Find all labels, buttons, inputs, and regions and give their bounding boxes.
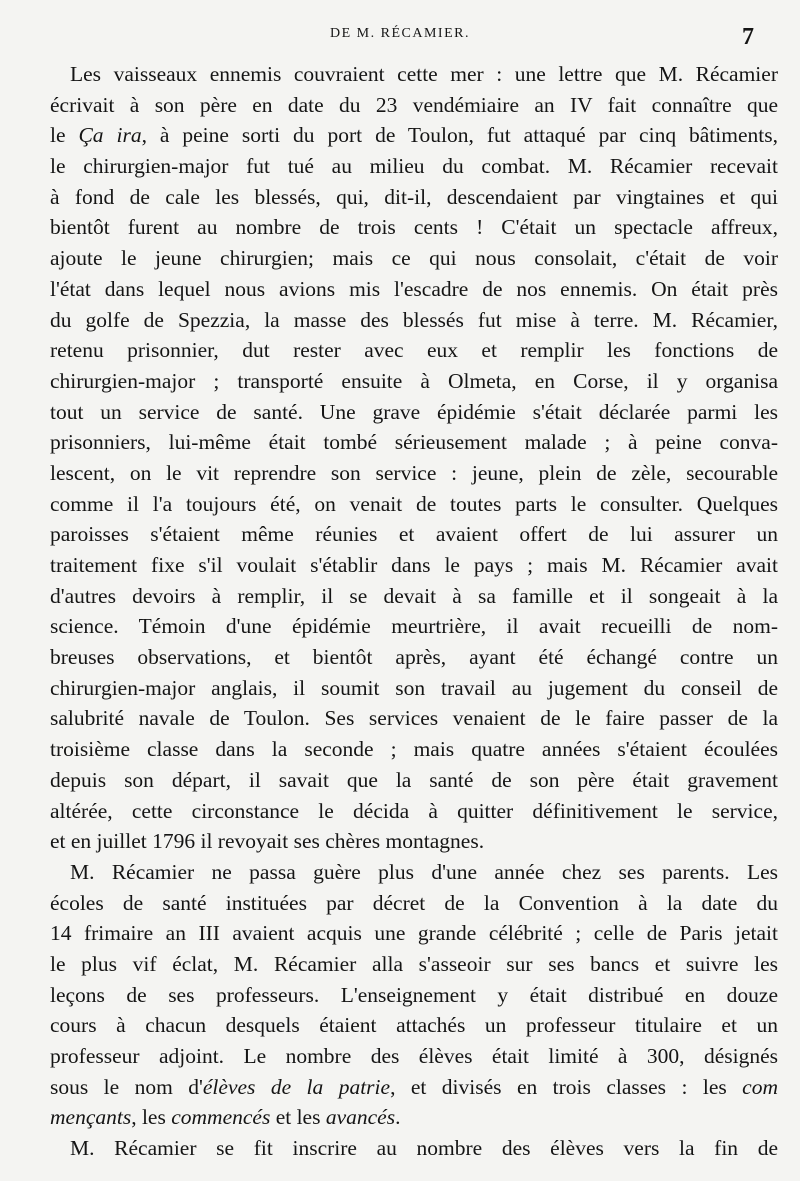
text-line: 14 frimaire an III avaient acquis une grande célébrité ; celle de Paris jetait [50, 921, 778, 946]
text-line: chirurgien-major anglais, il soumit son travail au jugement du conseil de [50, 675, 778, 700]
text-line: altérée, cette circonstance le décida à quitter définitivement le service, [50, 798, 778, 823]
italic-segment: Ça ira [78, 123, 142, 148]
text-line: écrivait à son père en date du 23 vendémiaire an IV fait connaître que [50, 92, 778, 117]
italic-segment: com [742, 1074, 778, 1099]
text-segment: et les [270, 1105, 326, 1130]
text-line [50, 1102, 778, 1133]
text-line: et en juillet 1796 il revoyait ses chères montagnes. [50, 829, 485, 854]
text-line: paroisses s'étaient même réunies et avaient offert de lui assurer un [50, 522, 778, 547]
text-line: l'état dans lequel nous avions mis l'escadre de nos ennemis. On était près [50, 276, 778, 301]
text-segment: , et divisés en trois classes : les [390, 1074, 743, 1099]
text-line: cours à chacun desquels étaient attachés un professeur titulaire et un [50, 1013, 778, 1038]
page-number: 7 [742, 24, 754, 50]
text-line: depuis son départ, il savait que la santé de son père était gravement [50, 767, 778, 792]
paragraph [50, 1133, 778, 1164]
text-line: professeur adjoint. Le nombre des élèves était limité à 300, désignés [50, 1044, 778, 1068]
text-line: à fond de cale les blessés, qui, dit-il, descendaient par vingtaines et qui [50, 184, 778, 209]
text-line: M. Récamier se fit inscrire au nombre des élèves vers la fin de [70, 1136, 778, 1161]
italic-segment: mençants [50, 1105, 132, 1130]
text-line: chirurgien-major ; transporté ensuite à Olmeta, en Corse, il y organisa [50, 368, 778, 393]
text-line: prisonniers, lui-même était tombé sérieusement malade ; à peine conva- [50, 430, 778, 455]
text-line: bientôt furent au nombre de trois cents ! C'était un spectacle affreux, [50, 215, 778, 240]
text-line: salubrité navale de Toulon. Ses services venaient de le faire passer de la [50, 706, 778, 731]
text-segment: , à peine sorti du port de Toulon, fut attaqué par cinq bâtiments, [141, 123, 778, 148]
italic-segment: élèves de la patrie [202, 1074, 391, 1099]
text-segment: . [395, 1105, 401, 1130]
text-line: retenu prisonnier, dut rester avec eux et remplir les fonctions de [50, 338, 778, 363]
body-text [50, 59, 778, 1164]
text-line: d'autres devoirs à remplir, il se devait à sa famille et il songeait à la [50, 583, 778, 608]
running-title: DE M. RÉCAMIER. [330, 26, 470, 41]
text-line: tout un service de santé. Une grave épidémie s'était déclarée parmi les [50, 399, 778, 424]
text-line: écoles de santé instituées par décret de la Convention à la date du [50, 890, 778, 915]
text-line: Les vaisseaux ennemis couvraient cette mer : une lettre que M. Récamier [70, 62, 778, 86]
text-line: lescent, on le vit reprendre son service : jeune, plein de zèle, secourable [50, 460, 778, 485]
text-line: du golfe de Spezzia, la masse des blessés fut mise à terre. M. Récamier, [50, 307, 778, 332]
text-segment: sous le nom d' [50, 1074, 203, 1099]
text-segment: le [50, 123, 79, 148]
paragraph [50, 59, 778, 857]
text-line: M. Récamier ne passa guère plus d'une année chez ses parents. Les [70, 859, 778, 884]
paragraph [50, 857, 778, 1133]
italic-segment: avancés [325, 1105, 396, 1130]
text-line [50, 120, 778, 151]
text-line: le chirurgien-major fut tué au milieu du combat. M. Récamier recevait [50, 154, 778, 179]
text-line: le plus vif éclat, M. Récamier alla s'asseoir sur ses bancs et suivre les [50, 951, 778, 976]
text-line: comme il l'a toujours été, on venait de toutes parts le consulter. Quelques [50, 491, 778, 516]
text-line: leçons de ses professeurs. L'enseignement y était distribué en douze [50, 982, 778, 1007]
text-line: traitement fixe s'il voulait s'établir dans le pays ; mais M. Récamier avait [50, 553, 778, 577]
italic-segment: commencés [171, 1105, 271, 1130]
text-line [50, 1072, 778, 1103]
text-line: troisième classe dans la seconde ; mais quatre années s'étaient écoulées [50, 737, 778, 762]
text-line: science. Témoin d'une épidémie meurtrière, il avait recueilli de nom- [50, 614, 778, 639]
text-segment: , les [131, 1105, 172, 1130]
text-line: breuses observations, et bientôt après, ayant été échangé contre un [50, 645, 778, 670]
text-line: ajoute le jeune chirurgien; mais ce qui nous consolait, c'était de voir [50, 246, 778, 271]
